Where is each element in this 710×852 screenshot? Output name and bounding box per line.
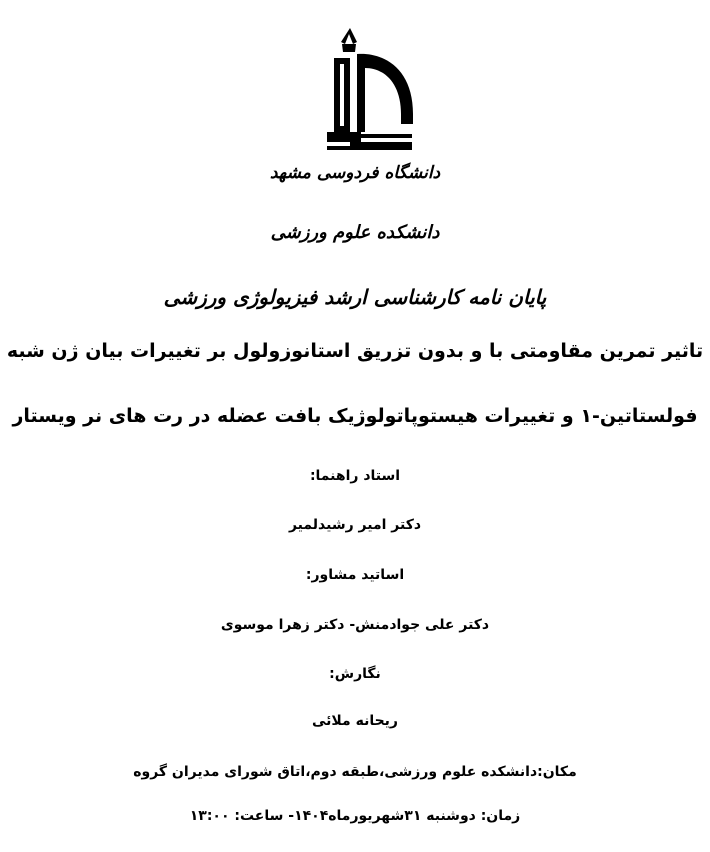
supervisor-name: دکتر امیر رشیدلمیر — [288, 517, 422, 533]
university-name: دانشگاه فردوسی مشهد — [269, 163, 441, 183]
advisors-names: دکتر علی جوادمنش- دکتر زهرا موسوی — [220, 617, 490, 633]
author-label: نگارش: — [329, 666, 381, 682]
author-name: ریحانه ملائی — [311, 713, 398, 729]
advisors-label: اساتید مشاور: — [305, 567, 405, 583]
defense-place: مکان:دانشکده علوم ورزشی،طبقه دوم،اتاق شورای مدیران گروه — [133, 764, 577, 780]
faculty-name: دانشکده علوم ورزشی — [270, 222, 440, 243]
defense-time: زمان: دوشنبه ۳۱شهریورماه۱۴۰۴- ساعت: ۱۳:۰۰ — [189, 808, 521, 824]
thesis-title-line-2: فولستاتین-۱ و تغییرات هیستوپاتولوژیک بافت عضله در رت های نر ویستار — [12, 405, 698, 427]
thesis-title-line-1: تاثیر تمرین مقاومتی با و بدون تزریق استانوزولول بر تغییرات بیان ژن شبه — [6, 340, 704, 362]
supervisor-label: استاد راهنما: — [309, 468, 401, 484]
university-logo-icon — [305, 28, 417, 162]
thesis-type: پایان نامه کارشناسی ارشد فیزیولوژی ورزشی — [163, 285, 547, 309]
